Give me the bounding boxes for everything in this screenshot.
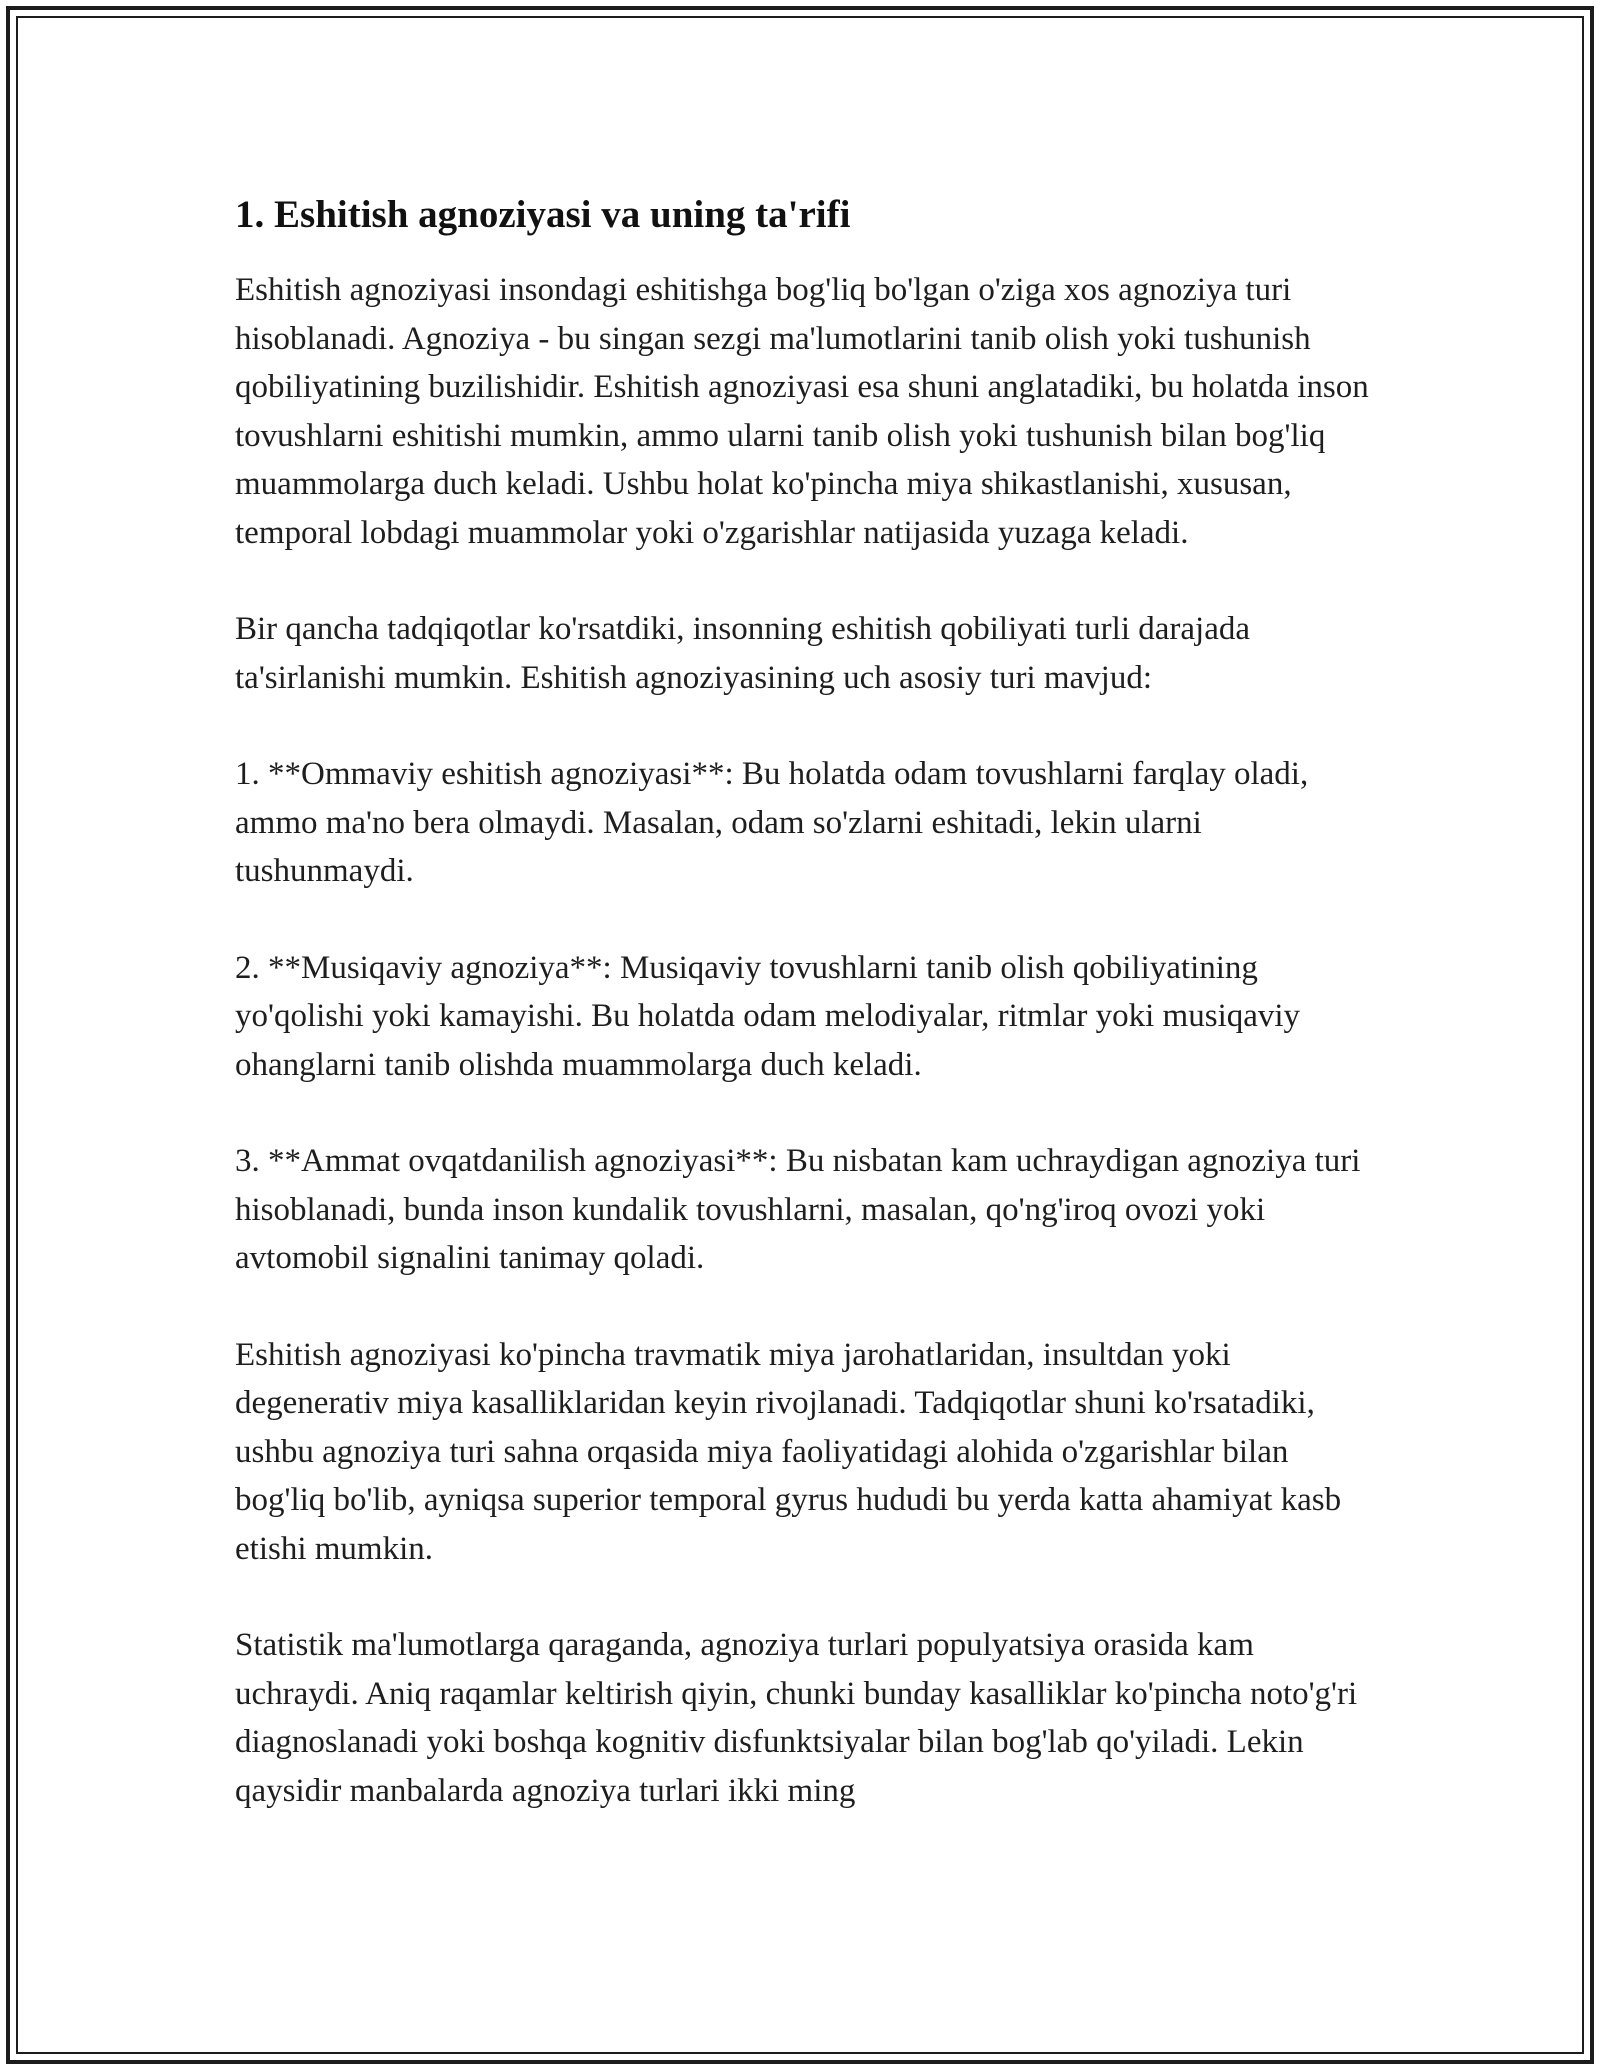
paragraph-type-1: 1. **Ommaviy eshitish agnoziyasi**: Bu holatda odam tovushlarni farqlay oladi, ammo ma'no bera olmaydi. Masalan, odam so'zlarni eshitadi, lekin ularni tushunmaydi. <box>235 756 1309 889</box>
paragraph-definition: Eshitish agnoziyasi insondagi eshitishga bog'liq bo'lgan o'ziga xos agnoziya turi hisoblanadi. Agnoziya - bu singan sezgi ma'lumotlarini tanib olish yoki tushunish qobiliyatining buzilishidir. Eshitish agnoziyasi esa shuni anglatadiki, bu holatda inson tovushlarni eshitishi mumkin, ammo ularni tanib olish yoki tushunish bilan bog'liq muammolarga duch keladi. Ushbu holat ko'pincha miya shikastlanishi, xususan, temporal lobdagi muammolar yoki o'zgarishlar natijasida yuzaga keladi. <box>235 272 1369 551</box>
paragraph-types-intro: Bir qancha tadqiqotlar ko'rsatdiki, insonning eshitish qobiliyati turli darajada ta'sirlanishi mumkin. Eshitish agnoziyasining uch asosiy turi mavjud: <box>235 611 1250 696</box>
paragraph-statistics: Statistik ma'lumotlarga qaraganda, agnoziya turlari populyatsiya orasida kam uchraydi. Aniq raqamlar keltirish qiyin, chunki bunday kasalliklar ko'pincha noto'g'ri diagnoslanadi yoki boshqa kognitiv disfunktsiyalar bilan bog'lab qo'yiladi. Lekin qaysidir manbalarda agnoziya turlari ikki ming <box>235 1627 1358 1809</box>
paragraph-type-2: 2. **Musiqaviy agnoziya**: Musiqaviy tovushlarni tanib olish qobiliyatining yo'qolishi yoki kamayishi. Bu holatda odam melodiyalar, ritmlar yoki musiqaviy ohanglarni tanib olishda muammolarga duch keladi. <box>235 949 1301 1083</box>
document-body <box>235 190 1375 1863</box>
paragraph-type-3: 3. **Ammat ovqatdanilish agnoziyasi**: Bu nisbatan kam uchraydigan agnoziya turi hisoblanadi, bunda inson kundalik tovushlarni, masalan, qo'ng'iroq ovozi yoki avtomobil signalini tanimay qoladi. <box>235 1143 1361 1276</box>
section-heading: 1. Eshitish agnoziyasi va uning ta'rifi <box>235 193 851 236</box>
paragraph-causes: Eshitish agnoziyasi ko'pincha travmatik miya jarohatlaridan, insultdan yoki degenerativ miya kasalliklaridan keyin rivojlanadi. Tadqiqotlar shuni ko'rsatadiki, ushbu agnoziya turi sahna orqasida miya faoliyatidagi alohida o'zgarishlar bilan bog'liq bo'lib, ayniqsa superior temporal gyrus hududi bu yerda katta ahamiyat kasb etishi mumkin. <box>235 1336 1342 1567</box>
